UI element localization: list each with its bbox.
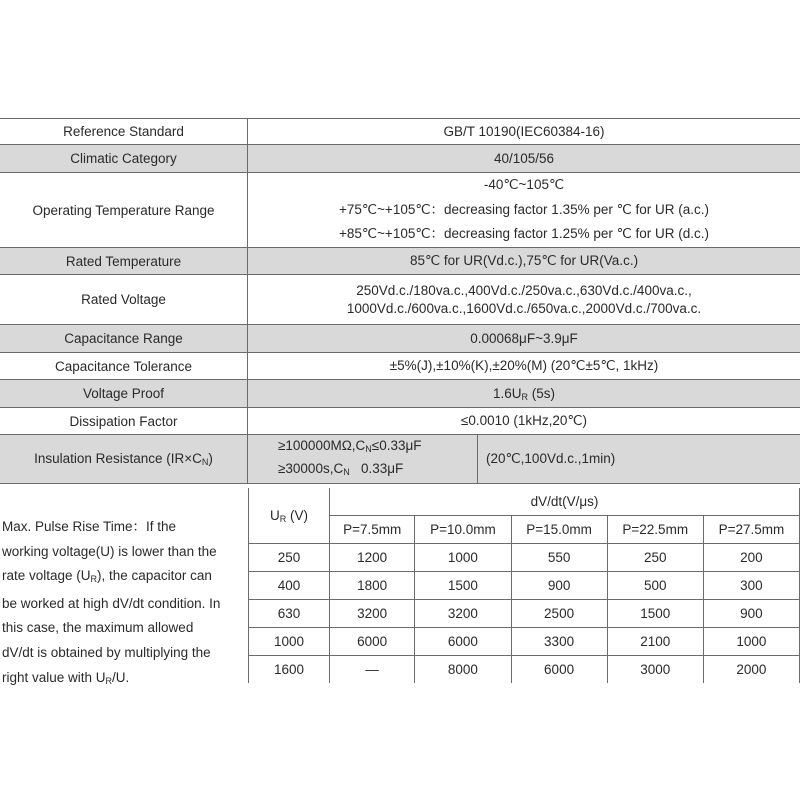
pitch-header: P=22.5mm: [607, 516, 703, 544]
spec-value: ≤0.0010 (1kHz,20℃): [460, 413, 588, 428]
table-row: [249, 572, 800, 600]
insulation-limit-line: [278, 436, 477, 459]
dvdt-table: [248, 488, 800, 683]
spec-value-line: -40℃~105℃: [483, 177, 565, 193]
spec-value-line: 250Vd.c./180va.c.,400Vd.c./250va.c.,630Vd.c./400va.c.,: [356, 282, 692, 298]
pulse-description: [2, 515, 242, 693]
spec-label: Dissipation Factor: [0, 408, 248, 434]
dvdt-cell: 550: [511, 544, 607, 572]
value-text: (5s): [528, 385, 556, 401]
spec-value: [248, 173, 800, 247]
ur-cell: 1000: [249, 628, 330, 656]
dvdt-cell: 3200: [330, 600, 415, 628]
dvdt-cell: 1200: [330, 544, 415, 572]
ur-cell: 400: [249, 572, 330, 600]
label-text: Insulation Resistance (IR×C: [34, 451, 202, 466]
table-row: [249, 600, 800, 628]
insulation-condition: (20℃,100Vd.c.,1min): [486, 451, 616, 466]
table-row: [249, 628, 800, 656]
dvdt-cell: 2500: [511, 600, 607, 628]
spec-value: GB/T 10190(IEC60384-16): [443, 124, 605, 139]
dvdt-header: dV/dt(V/μs): [330, 488, 800, 516]
pulse-description-line: working voltage(U) is lower than the: [2, 543, 217, 559]
spec-row-insulation-resistance: [0, 435, 800, 484]
dvdt-cell: —: [330, 656, 415, 684]
table-row: [249, 544, 800, 572]
pitch-header: P=15.0mm: [511, 516, 607, 544]
ur-cell: 1600: [249, 656, 330, 684]
spec-row-capacitance-tolerance: [0, 353, 800, 380]
spec-value-line: 1000Vd.c./600va.c.,1600Vd.c./650va.c.,2000Vd.c./700va.c.: [346, 300, 702, 316]
header-text: (V): [286, 507, 308, 523]
dvdt-cell: 3200: [415, 600, 511, 628]
pulse-description-line: Max. Pulse Rise Time：If the: [2, 519, 177, 534]
limit-subscript: N: [365, 444, 372, 454]
dvdt-cell: 300: [703, 572, 799, 600]
dvdt-cell: 6000: [511, 656, 607, 684]
value-text: 1.6U: [492, 385, 522, 401]
dvdt-cell: 3000: [607, 656, 703, 684]
spec-value-line: +85℃~+105℃：decreasing factor 1.25% per ℃ for UR (d.c.): [338, 226, 710, 242]
limit-text: ≥100000MΩ,C: [278, 438, 366, 453]
pulse-section: [0, 488, 800, 686]
ur-cell: 630: [249, 600, 330, 628]
spec-row-rated-temperature: [0, 248, 800, 275]
spec-value-line: +75℃~+105℃：decreasing factor 1.35% per ℃ for UR (a.c.): [338, 201, 710, 217]
dvdt-cell: 900: [703, 600, 799, 628]
dvdt-cell: 2100: [607, 628, 703, 656]
insulation-limit-line: [278, 459, 477, 482]
dvdt-cell: 8000: [415, 656, 511, 684]
spec-value: [248, 275, 800, 324]
subscript-r: R: [90, 574, 98, 585]
spec-label: [0, 435, 248, 483]
pitch-header-row: [249, 516, 800, 544]
pulse-description-line: dV/dt is obtained by multiplying the: [2, 644, 211, 660]
header-text: U: [270, 507, 280, 523]
spec-label: Rated Temperature: [0, 248, 248, 274]
header-subscript: R: [279, 513, 287, 524]
table-row: [249, 656, 800, 684]
dvdt-cell: 1500: [415, 572, 511, 600]
spec-row-operating-temperature: [0, 173, 800, 248]
ur-header: [249, 488, 330, 544]
value-subscript: R: [521, 391, 529, 402]
spec-label: Climatic Category: [0, 145, 248, 172]
spec-row-capacitance-range: [0, 325, 800, 353]
spec-row-dissipation-factor: [0, 408, 800, 435]
dvdt-cell: 250: [607, 544, 703, 572]
pulse-description-line: be worked at high dV/dt condition. In: [2, 595, 221, 611]
spec-value: 40/105/56: [493, 151, 555, 166]
dvdt-cell: 1800: [330, 572, 415, 600]
spec-label: Voltage Proof: [0, 380, 248, 407]
dvdt-cell: 3300: [511, 628, 607, 656]
spec-value: 0.00068μF~3.9μF: [470, 331, 578, 346]
dvdt-cell: 1500: [607, 600, 703, 628]
dvdt-cell: 6000: [330, 628, 415, 656]
pulse-description-line: rate voltage $(U_R)$, the capacitor can: [2, 568, 212, 585]
dvdt-cell: 200: [703, 544, 799, 572]
spec-label: Reference Standard: [0, 119, 248, 144]
spec-row-rated-voltage: [0, 275, 800, 325]
spec-label: Rated Voltage: [0, 275, 248, 324]
pitch-header: P=7.5mm: [330, 516, 415, 544]
dvdt-cell: 1000: [703, 628, 799, 656]
limit-text: ≤0.33μF: [371, 438, 422, 453]
subscript-r: R: [105, 675, 113, 686]
spec-row-voltage-proof: [0, 380, 800, 408]
dvdt-cell: 500: [607, 572, 703, 600]
spec-label: Capacitance Range: [0, 325, 248, 352]
spec-row-climatic-category: [0, 145, 800, 173]
limit-text: ≥30000s,C: [278, 461, 344, 476]
dvdt-cell: 2000: [703, 656, 799, 684]
dvdt-cell: 900: [511, 572, 607, 600]
ur-cell: 250: [249, 544, 330, 572]
pitch-header: P=10.0mm: [415, 516, 511, 544]
spec-label: Operating Temperature Range: [0, 173, 248, 247]
dvdt-cell: 6000: [415, 628, 511, 656]
limit-subscript: N: [343, 467, 350, 477]
spec-table: [0, 118, 800, 484]
spec-value: ±5%(J),±10%(K),±20%(M) (20℃±5℃, 1kHz): [389, 358, 659, 373]
label-subscript: N: [201, 457, 209, 467]
dvdt-cell: 1000: [415, 544, 511, 572]
pitch-header: P=27.5mm: [703, 516, 799, 544]
limit-text: 0.33μF: [349, 461, 404, 476]
spec-row-reference-standard: [0, 118, 800, 145]
pulse-description-line: right value with $U_R/U$.: [2, 669, 130, 686]
spec-value: [248, 380, 800, 407]
spec-label: Capacitance Tolerance: [0, 353, 248, 379]
spec-value: 85℃ for UR(Vd.c.),75℃ for UR(Va.c.): [409, 253, 639, 268]
label-text: ): [208, 451, 213, 466]
pulse-description-line: this case, the maximum allowed: [2, 620, 194, 636]
insulation-limits: [248, 435, 478, 483]
